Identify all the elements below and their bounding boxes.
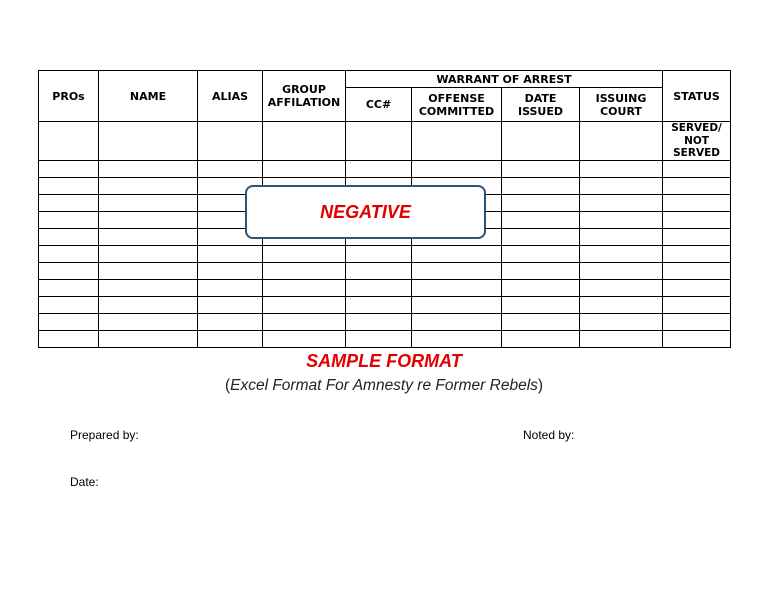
header-issuing-court: ISSUING COURT: [580, 88, 663, 122]
table-row: [39, 160, 731, 177]
format-subtitle: [0, 377, 768, 395]
header-cc-no: CC#: [346, 88, 412, 122]
noted-by-label: Noted by:: [523, 428, 575, 442]
table-row: [39, 313, 731, 330]
subtitle-open-paren: (: [224, 377, 231, 394]
header-status: STATUS: [663, 71, 731, 122]
header-date-issued: DATE ISSUED: [502, 88, 580, 122]
table-row: [39, 296, 731, 313]
prepared-by-label: Prepared by:: [70, 428, 139, 442]
header-warrant-of-arrest: WARRANT OF ARREST: [346, 71, 663, 88]
sample-format-title: SAMPLE FORMAT: [306, 351, 462, 371]
header-group-affiliation: GROUP AFFILATION: [263, 71, 346, 122]
table-row: [39, 330, 731, 347]
table-row: [39, 262, 731, 279]
subtitle-text: Excel Format For Amnesty re Former Rebels: [230, 377, 538, 394]
subtitle-close-paren: ): [537, 377, 544, 394]
date-label: Date:: [70, 475, 99, 489]
header-pros: PROs: [39, 71, 99, 122]
header-alias: ALIAS: [198, 71, 263, 122]
table-row: [39, 245, 731, 262]
status-note: SERVED/ NOT SERVED: [663, 122, 731, 161]
table-row: [39, 122, 731, 161]
header-name: NAME: [99, 71, 198, 122]
negative-stamp-box: [245, 185, 486, 239]
negative-stamp-text: NEGATIVE: [320, 201, 411, 222]
table-row: [39, 279, 731, 296]
header-offense-committed: OFFENSE COMMITTED: [412, 88, 502, 122]
